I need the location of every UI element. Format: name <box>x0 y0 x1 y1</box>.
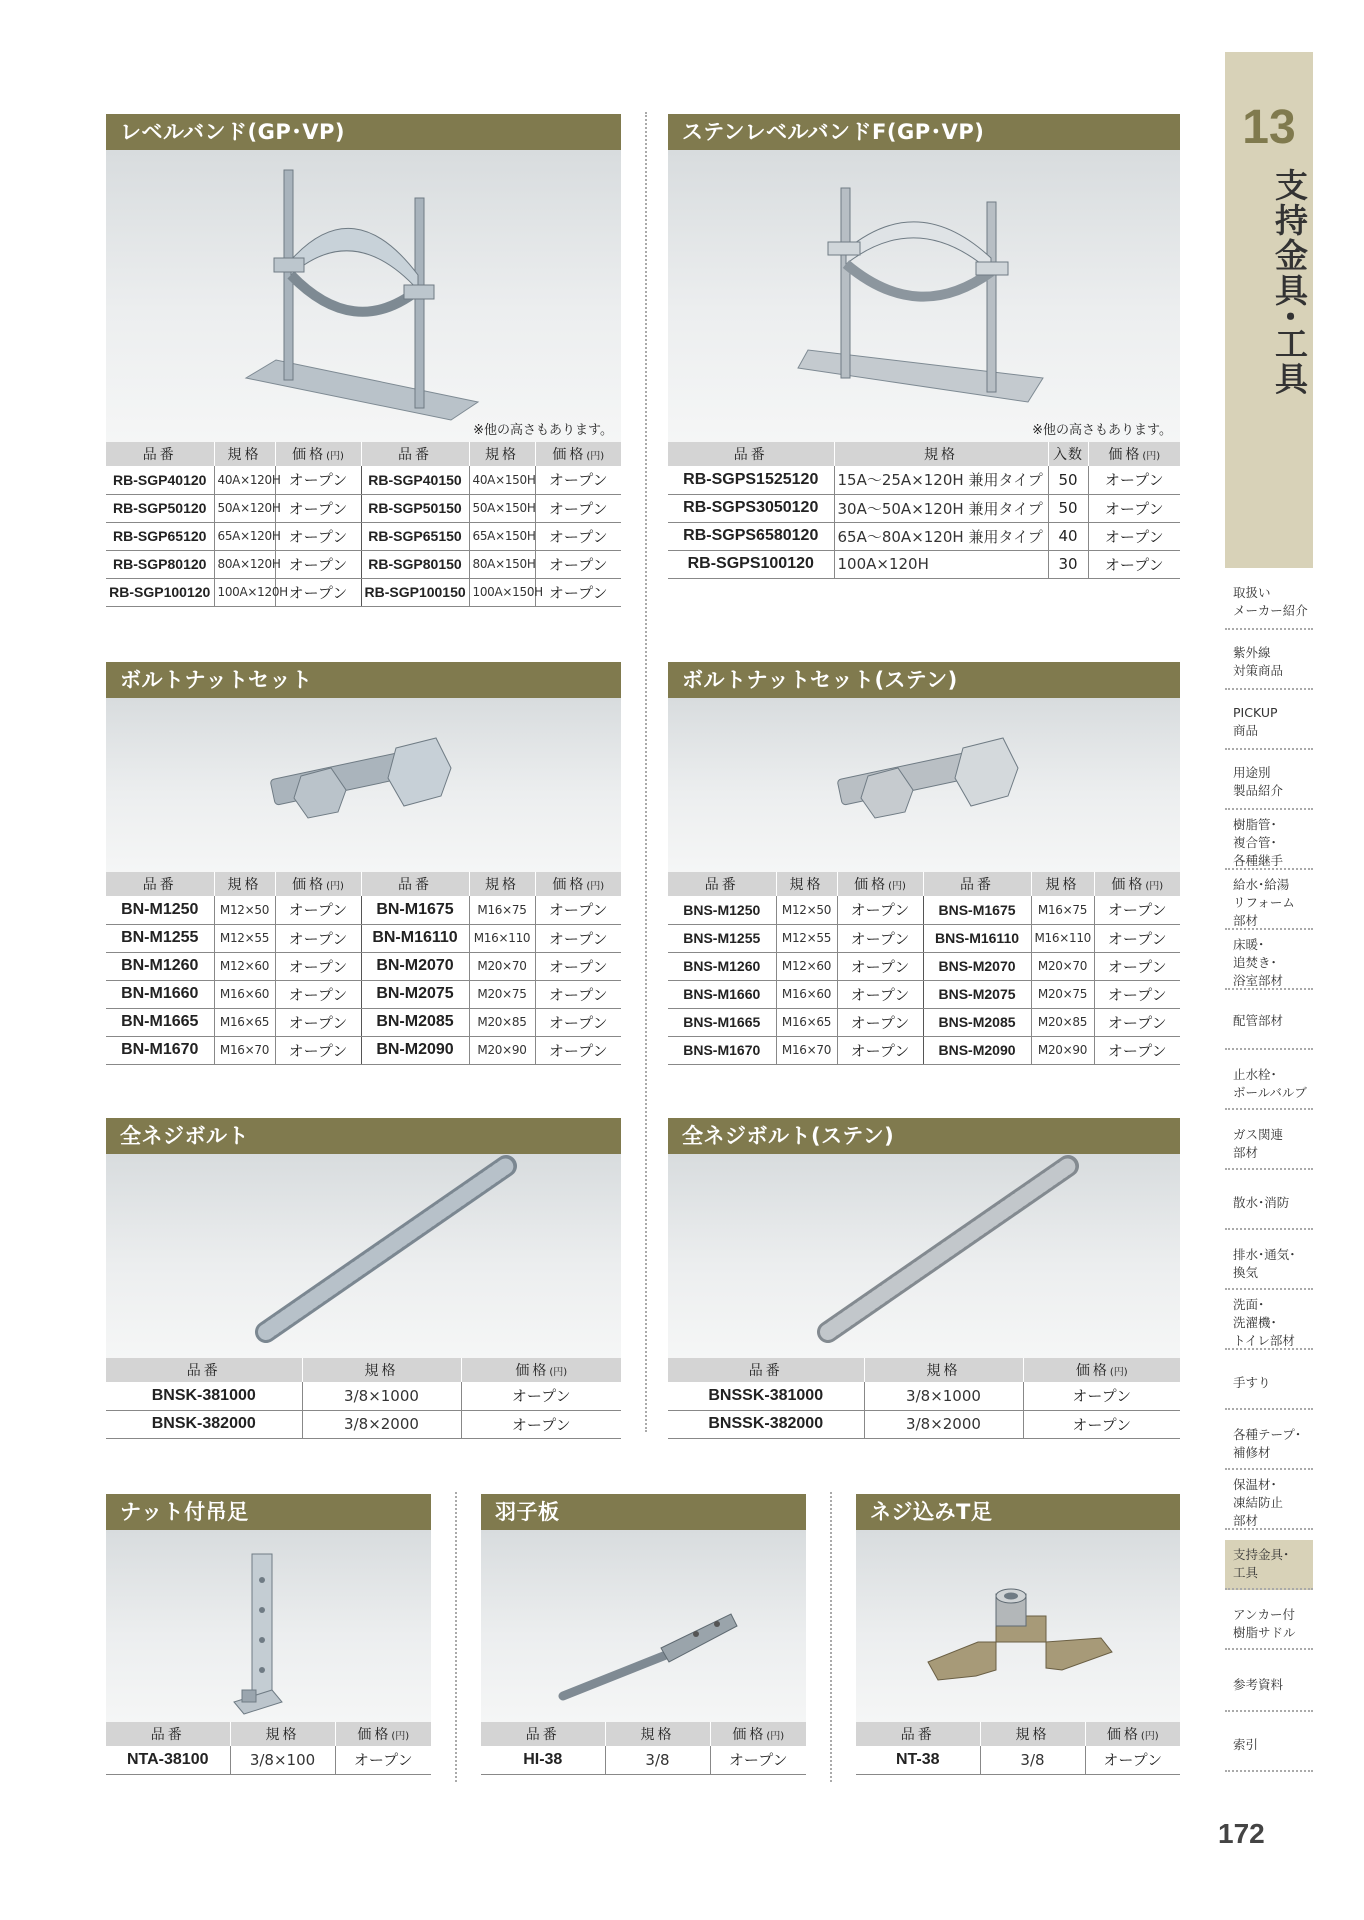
table-cell: オープン <box>535 924 621 952</box>
table-row <box>106 1410 621 1438</box>
table-cell: オープン <box>535 522 621 550</box>
header-spec: 規格 <box>230 1722 335 1746</box>
table-cell: 65A×120H <box>214 522 275 550</box>
product-photo <box>106 150 621 442</box>
section-title: レベルバンド(GP･VP) <box>106 114 621 150</box>
sidebar-item-pickup[interactable]: PICKUP 商品 <box>1225 702 1313 750</box>
header-price: 価格(円) <box>535 872 621 896</box>
table-cell: 3/8×2000 <box>864 1410 1023 1438</box>
table-cell: 40 <box>1048 522 1088 550</box>
table-cell: オープン <box>1088 550 1180 578</box>
divider <box>455 1492 457 1782</box>
table-cell: 15A～25A×120H 兼用タイプ <box>834 466 1048 494</box>
product-table <box>668 872 1180 1065</box>
table-cell: RB-SGP40150 <box>361 466 469 494</box>
table-cell: オープン <box>275 980 361 1008</box>
table-row <box>106 1036 621 1064</box>
header-code: 品番 <box>668 872 776 896</box>
table-cell: 3/8×1000 <box>864 1382 1023 1410</box>
table-cell: RB-SGP65150 <box>361 522 469 550</box>
page-number: 172 <box>1218 1818 1265 1849</box>
table-cell: オープン <box>1094 980 1180 1008</box>
header-spec: 規格 <box>302 1358 461 1382</box>
header-price: 価格(円) <box>461 1358 621 1382</box>
header-code: 品番 <box>106 1722 230 1746</box>
table-row <box>668 1382 1180 1410</box>
table-cell: 30A～50A×120H 兼用タイプ <box>834 494 1048 522</box>
sidebar-item-anchor-saddle[interactable]: アンカー付 樹脂サドル <box>1225 1606 1313 1650</box>
header-spec: 規格 <box>834 442 1048 466</box>
header-price: 価格(円) <box>1094 872 1180 896</box>
table-row <box>106 466 621 494</box>
table-cell: BNS-M1255 <box>668 924 776 952</box>
table-cell: M16×60 <box>776 980 837 1008</box>
table-cell: オープン <box>535 1008 621 1036</box>
table-cell: オープン <box>837 1036 923 1064</box>
table-cell: RB-SGPS1525120 <box>668 466 834 494</box>
table-cell: M20×90 <box>469 1036 535 1064</box>
sidebar-item-makers[interactable]: 取扱い メーカー紹介 <box>1225 582 1313 630</box>
table-cell: BN-M1660 <box>106 980 214 1008</box>
header-spec: 規格 <box>980 1722 1085 1746</box>
table-cell: M20×85 <box>1031 1008 1094 1036</box>
table-cell: 50A×120H <box>214 494 275 522</box>
table-cell: BNS-M16110 <box>923 924 1031 952</box>
header-price: 価格(円) <box>837 872 923 896</box>
table-cell: M16×70 <box>776 1036 837 1064</box>
table-cell: オープン <box>1094 1036 1180 1064</box>
table-cell: 3/8 <box>980 1746 1085 1774</box>
sidebar-item-index[interactable]: 索引 <box>1225 1736 1313 1772</box>
table-cell: オープン <box>275 1008 361 1036</box>
chapter-number: 13 <box>1242 101 1296 154</box>
table-cell: オープン <box>275 550 361 578</box>
section-title: ボルトナットセット <box>106 662 621 698</box>
table-cell: オープン <box>275 466 361 494</box>
product-table <box>106 1358 621 1439</box>
table-cell: BNSK-382000 <box>106 1410 302 1438</box>
header-price: 価格(円) <box>275 872 361 896</box>
table-cell: BNS-M1260 <box>668 952 776 980</box>
table-row <box>106 1746 431 1774</box>
sidebar-item-valves[interactable]: 止水栓･ ボールバルブ <box>1225 1066 1313 1110</box>
sidebar-item-floor-heating[interactable]: 床暖･ 追焚き･ 浴室部材 <box>1225 936 1313 990</box>
table-cell: BNS-M2090 <box>923 1036 1031 1064</box>
product-table <box>106 872 621 1065</box>
section-stainless-level-band <box>668 114 1180 579</box>
table-row <box>668 952 1180 980</box>
table-cell: BN-M1255 <box>106 924 214 952</box>
header-spec: 規格 <box>605 1722 710 1746</box>
header-code: 品番 <box>668 442 834 466</box>
section-level-band <box>106 114 621 607</box>
table-cell: M20×75 <box>1031 980 1094 1008</box>
table-cell: オープン <box>1094 924 1180 952</box>
divider <box>830 1492 832 1782</box>
sidebar-item-water-supply[interactable]: 給水･給湯 リフォーム 部材 <box>1225 876 1313 930</box>
table-cell: オープン <box>535 494 621 522</box>
table-cell: 3/8×1000 <box>302 1382 461 1410</box>
table-cell: 3/8×100 <box>230 1746 335 1774</box>
table-cell: M16×65 <box>776 1008 837 1036</box>
table-cell: RB-SGP80120 <box>106 550 214 578</box>
product-table <box>856 1722 1180 1775</box>
table-row <box>106 896 621 924</box>
table-cell: BNS-M1250 <box>668 896 776 924</box>
product-table <box>668 442 1180 579</box>
table-cell: RB-SGP50150 <box>361 494 469 522</box>
product-table <box>106 1722 431 1775</box>
table-row <box>481 1746 806 1774</box>
table-cell: オープン <box>1085 1746 1180 1774</box>
section-hagoita <box>481 1494 806 1775</box>
table-row <box>668 1036 1180 1064</box>
table-row <box>106 952 621 980</box>
sidebar-item-sprinkler[interactable]: 散水･消防 <box>1225 1194 1313 1230</box>
table-cell: オープン <box>275 494 361 522</box>
table-cell: BN-M2070 <box>361 952 469 980</box>
table-cell: BN-M1675 <box>361 896 469 924</box>
header-spec: 規格 <box>864 1358 1023 1382</box>
table-row <box>668 924 1180 952</box>
table-cell: M12×50 <box>776 896 837 924</box>
note: ※他の高さもあります。 <box>1032 423 1172 438</box>
table-row <box>106 522 621 550</box>
table-cell: 50 <box>1048 494 1088 522</box>
table-cell: RB-SGP50120 <box>106 494 214 522</box>
table-cell: 50A×150H <box>469 494 535 522</box>
bolt-nut-stainless-illustration <box>668 698 1180 872</box>
table-cell: オープン <box>837 1008 923 1036</box>
section-title: ステンレベルバンドF(GP･VP) <box>668 114 1180 150</box>
table-cell: M16×75 <box>1031 896 1094 924</box>
header-spec: 規格 <box>214 872 275 896</box>
table-cell: オープン <box>535 1036 621 1064</box>
header-price: 価格(円) <box>1085 1722 1180 1746</box>
product-table <box>668 1358 1180 1439</box>
note: ※他の高さもあります。 <box>473 423 613 438</box>
section-title: ネジ込みT足 <box>856 1494 1180 1530</box>
table-cell: RB-SGP100120 <box>106 578 214 606</box>
header-code: 品番 <box>106 1358 302 1382</box>
table-cell: M12×50 <box>214 896 275 924</box>
sidebar-item-gas[interactable]: ガス関連 部材 <box>1225 1126 1313 1170</box>
table-cell: オープン <box>535 896 621 924</box>
stainless-level-band-illustration <box>668 150 1180 442</box>
header-spec: 規格 <box>214 442 275 466</box>
table-cell: オープン <box>837 924 923 952</box>
table-cell: オープン <box>275 924 361 952</box>
t-foot-illustration <box>856 1530 1180 1722</box>
table-cell: オープン <box>275 896 361 924</box>
table-cell: オープン <box>275 1036 361 1064</box>
bolt-nut-illustration <box>106 698 621 872</box>
header-code: 品番 <box>923 872 1031 896</box>
table-cell: M16×110 <box>1031 924 1094 952</box>
table-cell: 40A×150H <box>469 466 535 494</box>
level-band-illustration <box>106 150 621 442</box>
product-table <box>106 442 621 607</box>
sidebar-item-by-use[interactable]: 用途別 製品紹介 <box>1225 762 1313 810</box>
section-threaded-rod <box>106 1118 621 1439</box>
product-photo <box>856 1530 1180 1722</box>
table-cell: 65A×150H <box>469 522 535 550</box>
table-row <box>106 1008 621 1036</box>
table-row <box>668 522 1180 550</box>
table-row <box>668 980 1180 1008</box>
table-cell: 65A～80A×120H 兼用タイプ <box>834 522 1048 550</box>
table-cell: オープン <box>1088 466 1180 494</box>
table-cell: BNS-M1675 <box>923 896 1031 924</box>
table-row <box>668 1008 1180 1036</box>
table-row <box>106 1382 621 1410</box>
table-cell: BNS-M2075 <box>923 980 1031 1008</box>
table-row <box>106 494 621 522</box>
sidebar-item-tape[interactable]: 各種テープ･ 補修材 <box>1225 1426 1313 1470</box>
section-threaded-rod-stainless <box>668 1118 1180 1439</box>
table-cell: M20×90 <box>1031 1036 1094 1064</box>
table-cell: RB-SGP65120 <box>106 522 214 550</box>
table-cell: オープン <box>535 550 621 578</box>
section-bolt-nut-set-stainless <box>668 662 1180 1065</box>
section-nut-hanger <box>106 1494 431 1775</box>
table-cell: BNS-M1660 <box>668 980 776 1008</box>
table-cell: オープン <box>535 952 621 980</box>
table-cell: M16×75 <box>469 896 535 924</box>
header-price: 価格(円) <box>710 1722 806 1746</box>
sidebar-item-insulation[interactable]: 保温材･ 凍結防止 部材 <box>1225 1476 1313 1530</box>
table-cell: オープン <box>1023 1382 1180 1410</box>
product-table <box>481 1722 806 1775</box>
table-cell: オープン <box>335 1746 431 1774</box>
table-cell: オープン <box>1088 494 1180 522</box>
table-cell: M16×110 <box>469 924 535 952</box>
threaded-rod-illustration <box>106 1154 621 1358</box>
table-cell: オープン <box>275 578 361 606</box>
section-title: 全ネジボルト <box>106 1118 621 1154</box>
nut-hanger-illustration <box>106 1530 431 1722</box>
table-row <box>668 1410 1180 1438</box>
table-cell: 40A×120H <box>214 466 275 494</box>
table-cell: 100A×120H <box>834 550 1048 578</box>
header-qty: 入数 <box>1048 442 1088 466</box>
table-cell: オープン <box>1094 1008 1180 1036</box>
header-price: 価格(円) <box>335 1722 431 1746</box>
table-cell: M20×85 <box>469 1008 535 1036</box>
table-cell: BNS-M1670 <box>668 1036 776 1064</box>
header-spec: 規格 <box>1031 872 1094 896</box>
chapter-title: 支持金具･工具 <box>1270 168 1309 397</box>
table-cell: BN-M2085 <box>361 1008 469 1036</box>
table-cell: BNSSK-382000 <box>668 1410 864 1438</box>
sidebar-item-handrail[interactable]: 手すり <box>1225 1374 1313 1410</box>
table-cell: オープン <box>275 952 361 980</box>
section-t-foot <box>856 1494 1180 1775</box>
chapter-tab <box>1225 52 1313 568</box>
header-spec: 規格 <box>469 872 535 896</box>
table-cell: オープン <box>1094 896 1180 924</box>
table-row <box>668 494 1180 522</box>
table-cell: オープン <box>837 952 923 980</box>
table-cell: M16×65 <box>214 1008 275 1036</box>
table-cell: オープン <box>1088 522 1180 550</box>
table-cell: M12×55 <box>776 924 837 952</box>
table-row <box>856 1746 1180 1774</box>
table-cell: BN-M2075 <box>361 980 469 1008</box>
product-photo <box>106 1530 431 1722</box>
header-code: 品番 <box>106 872 214 896</box>
table-cell: M20×70 <box>1031 952 1094 980</box>
table-row <box>668 466 1180 494</box>
table-cell: 3/8 <box>605 1746 710 1774</box>
table-cell: BNS-M2085 <box>923 1008 1031 1036</box>
header-code: 品番 <box>668 1358 864 1382</box>
header-code: 品番 <box>481 1722 605 1746</box>
table-cell: RB-SGP100150 <box>361 578 469 606</box>
product-photo <box>106 698 621 872</box>
section-title: ボルトナットセット(ステン) <box>668 662 1180 698</box>
table-cell: BN-M1665 <box>106 1008 214 1036</box>
table-cell: オープン <box>535 980 621 1008</box>
table-cell: BN-M1250 <box>106 896 214 924</box>
sidebar-item-drainage[interactable]: 排水･通気･ 換気 <box>1225 1246 1313 1290</box>
table-cell: RB-SGPS100120 <box>668 550 834 578</box>
table-cell: M16×70 <box>214 1036 275 1064</box>
table-cell: 80A×120H <box>214 550 275 578</box>
table-row <box>668 896 1180 924</box>
sidebar-item-washroom[interactable]: 洗面･ 洗濯機･ トイレ部材 <box>1225 1296 1313 1350</box>
table-cell: オープン <box>837 980 923 1008</box>
table-cell: M20×75 <box>469 980 535 1008</box>
table-cell: オープン <box>837 896 923 924</box>
table-cell: BNS-M2070 <box>923 952 1031 980</box>
sidebar-item-uv[interactable]: 紫外線 対策商品 <box>1225 642 1313 690</box>
table-cell: M12×55 <box>214 924 275 952</box>
table-cell: BNSK-381000 <box>106 1382 302 1410</box>
product-photo <box>668 150 1180 442</box>
header-code: 品番 <box>106 442 214 466</box>
table-cell: M16×60 <box>214 980 275 1008</box>
sidebar-item-piping[interactable]: 配管部材 <box>1225 1012 1313 1050</box>
table-cell: RB-SGP40120 <box>106 466 214 494</box>
sidebar-item-support-fittings[interactable]: 支持金具･ 工具 <box>1225 1540 1313 1590</box>
table-cell: RB-SGP80150 <box>361 550 469 578</box>
table-cell: BN-M16110 <box>361 924 469 952</box>
section-bolt-nut-set <box>106 662 621 1065</box>
table-cell: BNS-M1665 <box>668 1008 776 1036</box>
sidebar-item-resin-pipe[interactable]: 樹脂管･ 複合管･ 各種継手 <box>1225 816 1313 870</box>
table-cell: 50 <box>1048 466 1088 494</box>
table-cell: オープン <box>1023 1410 1180 1438</box>
table-cell: BN-M2090 <box>361 1036 469 1064</box>
header-code: 品番 <box>856 1722 980 1746</box>
table-cell: 30 <box>1048 550 1088 578</box>
table-row <box>106 578 621 606</box>
sidebar-item-reference[interactable]: 参考資料 <box>1225 1676 1313 1712</box>
product-photo <box>668 698 1180 872</box>
table-cell: NTA-38100 <box>106 1746 230 1774</box>
product-photo <box>106 1154 621 1358</box>
header-spec: 規格 <box>469 442 535 466</box>
header-price: 価格(円) <box>1088 442 1180 466</box>
table-cell: 3/8×2000 <box>302 1410 461 1438</box>
table-cell: オープン <box>535 578 621 606</box>
table-cell: M12×60 <box>776 952 837 980</box>
table-row <box>106 550 621 578</box>
divider <box>645 112 647 1432</box>
table-cell: オープン <box>535 466 621 494</box>
table-cell: オープン <box>710 1746 806 1774</box>
product-photo <box>481 1530 806 1722</box>
table-cell: BN-M1260 <box>106 952 214 980</box>
table-row <box>106 980 621 1008</box>
header-price: 価格(円) <box>275 442 361 466</box>
table-cell: M12×60 <box>214 952 275 980</box>
hagoita-illustration <box>481 1530 806 1722</box>
header-price: 価格(円) <box>535 442 621 466</box>
header-code: 品番 <box>361 442 469 466</box>
table-cell: 80A×150H <box>469 550 535 578</box>
section-title: 全ネジボルト(ステン) <box>668 1118 1180 1154</box>
header-code: 品番 <box>361 872 469 896</box>
table-cell: NT-38 <box>856 1746 980 1774</box>
table-row <box>668 550 1180 578</box>
table-cell: 100A×120H <box>214 578 275 606</box>
table-cell: RB-SGPS6580120 <box>668 522 834 550</box>
header-spec: 規格 <box>776 872 837 896</box>
table-cell: HI-38 <box>481 1746 605 1774</box>
section-title: ナット付吊足 <box>106 1494 431 1530</box>
table-cell: BN-M1670 <box>106 1036 214 1064</box>
threaded-rod-stainless-illustration <box>668 1154 1180 1358</box>
table-cell: BNSSK-381000 <box>668 1382 864 1410</box>
table-cell: オープン <box>461 1410 621 1438</box>
header-price: 価格(円) <box>1023 1358 1180 1382</box>
product-photo <box>668 1154 1180 1358</box>
table-cell: RB-SGPS3050120 <box>668 494 834 522</box>
table-cell: オープン <box>1094 952 1180 980</box>
section-title: 羽子板 <box>481 1494 806 1530</box>
table-row <box>106 924 621 952</box>
table-cell: オープン <box>275 522 361 550</box>
table-cell: オープン <box>461 1382 621 1410</box>
table-cell: 100A×150H <box>469 578 535 606</box>
table-cell: M20×70 <box>469 952 535 980</box>
